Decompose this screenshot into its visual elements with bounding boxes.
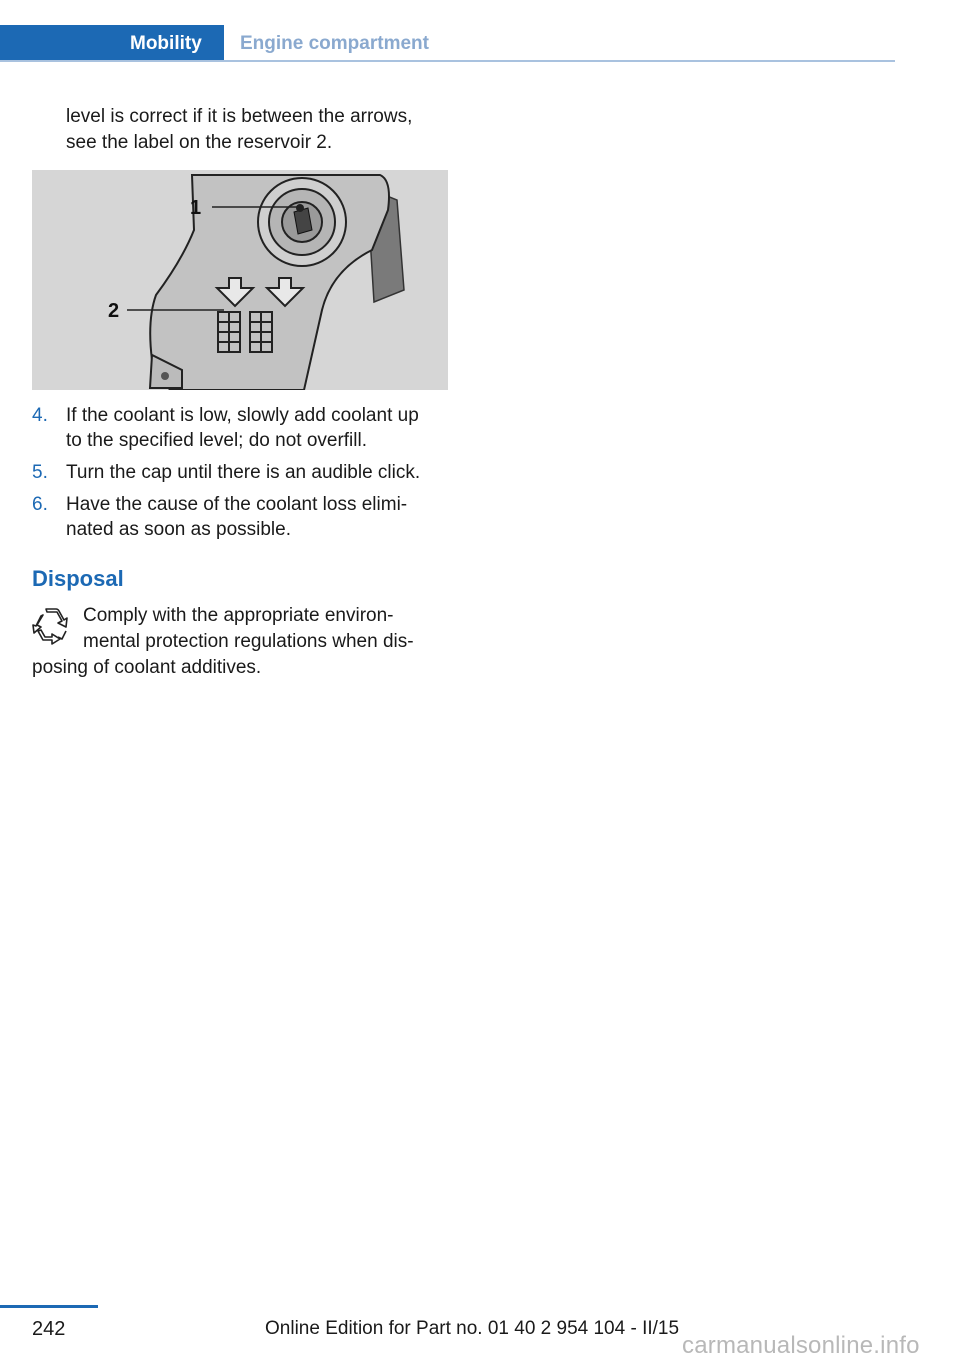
coolant-reservoir-illustration [32, 170, 448, 390]
page-number: 242 [32, 1318, 66, 1340]
subsection-tab: Engine compartment [240, 33, 429, 54]
step-number: 5. [32, 462, 48, 483]
step-number: 6. [32, 494, 48, 515]
page-header [0, 25, 895, 62]
watermark: carmanualsonline.info [682, 1332, 920, 1359]
step-text-line: Have the cause of the coolant loss elimi- [66, 494, 408, 515]
disposal-line-1: Comply with the appropriate environ- [83, 605, 394, 626]
callout-2: 2 [108, 300, 120, 322]
disposal-heading: Disposal [32, 566, 124, 591]
step-number: 4. [32, 405, 48, 426]
callout-1: 1 [190, 197, 202, 219]
recycle-icon [32, 607, 72, 647]
list-item [32, 492, 448, 542]
edition-text: Online Edition for Part no. 01 40 2 954 104 - II/15 [265, 1318, 680, 1339]
intro-line-1: level is correct if it is between the arrows, [66, 106, 413, 127]
footer-divider [0, 1305, 98, 1308]
list-item [32, 460, 448, 485]
step-text-line: If the coolant is low, slowly add coolant up [66, 405, 419, 426]
header-divider [0, 60, 895, 62]
disposal-line-2: mental protection regulations when dis- [83, 631, 414, 652]
steps-list [32, 403, 448, 549]
step-text-line: nated as soon as possible. [66, 519, 291, 540]
coolant-reservoir-figure [32, 170, 448, 390]
list-item [32, 403, 448, 453]
intro-line-2: see the label on the reservoir 2. [66, 132, 333, 153]
step-text-line: to the specified level; do not overfill. [66, 430, 368, 451]
section-tab: Mobility [0, 25, 224, 62]
step-text-line: Turn the cap until there is an audible click. [66, 462, 421, 483]
disposal-line-3: posing of coolant additives. [32, 657, 262, 678]
